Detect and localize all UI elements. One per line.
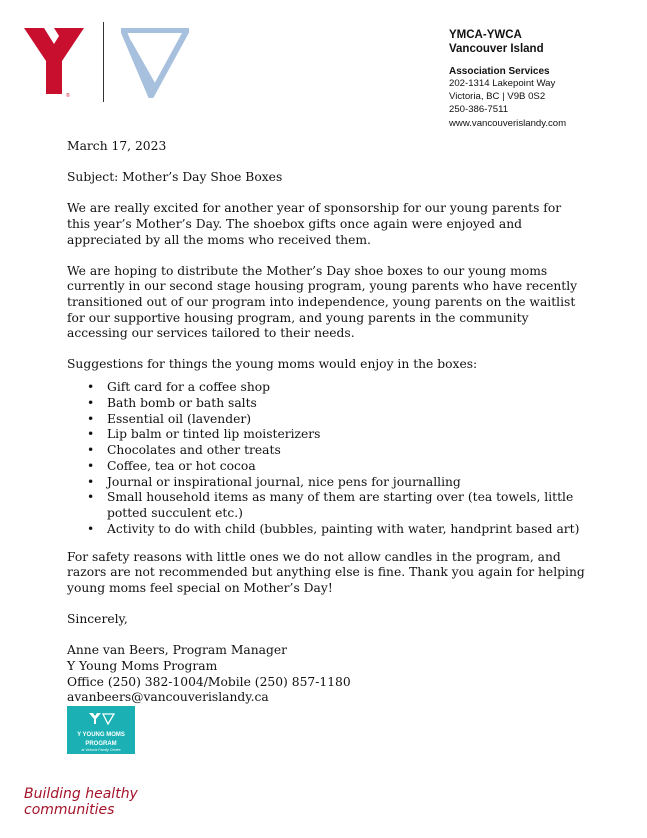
svg-text:®: ® — [66, 93, 70, 98]
signature-program: Y Young Moms Program — [67, 659, 218, 674]
org-contact-block — [449, 28, 566, 130]
paragraph-3: For safety reasons with little ones we do not allow candles in the program, and razors are not recommended but anything else is fine. Thank you again for helping young moms feel special on Mother’s Day! — [67, 549, 585, 596]
list-item: • Coffee, tea or hot cocoa — [107, 459, 587, 475]
list-item: • Lip balm or tinted lip moisterizers — [107, 427, 587, 443]
letter-date: March 17, 2023 — [67, 139, 167, 153]
tagline-line2: communities — [24, 802, 115, 818]
list-item: • Chocolates and other treats — [107, 443, 587, 459]
signature-name: Anne van Beers, Program Manager — [67, 643, 288, 658]
list-item: • Activity to do with child (bubbles, painting with water, handprint based art) — [107, 522, 587, 538]
letter-subject: Subject: Mother’s Day Shoe Boxes — [67, 170, 283, 185]
suggestions-list — [67, 380, 587, 538]
org-address1: 202-1314 Lakepoint Way — [449, 78, 556, 89]
suggestions-intro: Suggestions for things the young moms would enjoy in the boxes: — [67, 357, 478, 372]
list-item: • Gift card for a coffee shop — [107, 380, 587, 396]
badge-title-line2: PROGRAM — [85, 741, 117, 747]
ymca-y-logo — [24, 28, 84, 98]
logo-divider — [103, 22, 104, 102]
letter-body — [67, 139, 587, 706]
list-item: • Essential oil (lavender) — [107, 412, 587, 428]
mini-y-logo-icon — [87, 713, 115, 725]
org-department: Association Services — [449, 66, 550, 77]
signature-phone: Office (250) 382-1004/Mobile (250) 857-1180 — [67, 674, 351, 689]
org-address2: Victoria, BC | V9B 0S2 — [449, 91, 546, 103]
ywca-triangle-logo — [121, 28, 189, 98]
young-moms-program-badge — [67, 706, 135, 754]
list-item: • Bath bomb or bath salts — [107, 396, 587, 412]
org-phone: 250-386-7511 — [449, 104, 509, 116]
badge-title-line1: Y YOUNG MOMS — [77, 732, 125, 738]
paragraph-2: We are hoping to distribute the Mother’s Day shoe boxes to our young moms currently in our second stage housing program, young parents who have recently transitioned out of our program into independence, young parents on the waitlist for our supportive housing program, and young parents in the community accessing our services tailored to their needs. — [67, 263, 578, 341]
tagline-line1: Building healthy — [24, 786, 138, 802]
tagline — [24, 786, 138, 818]
list-item: • Journal or inspirational journal, nice pens for journalling — [107, 475, 587, 491]
badge-subtitle: at Victoria Family Centre — [81, 748, 121, 752]
paragraph-1: We are really excited for another year of sponsorship for our young parents for this year’s Mother’s Day. The shoebox gifts once again were enjoyed and appreciated by all the moms who received them. — [67, 201, 562, 247]
closing: Sincerely, — [67, 612, 128, 627]
list-item: • Small household items as many of them are starting over (tea towels, little potted succulent etc.) — [107, 490, 587, 522]
org-name-line2: Vancouver Island — [449, 43, 544, 55]
org-website: www.vancouverislandy.com — [449, 117, 567, 129]
signature-email: avanbeers@vancouverislandy.ca — [67, 690, 269, 705]
org-name-line1: YMCA-YWCA — [449, 29, 522, 41]
